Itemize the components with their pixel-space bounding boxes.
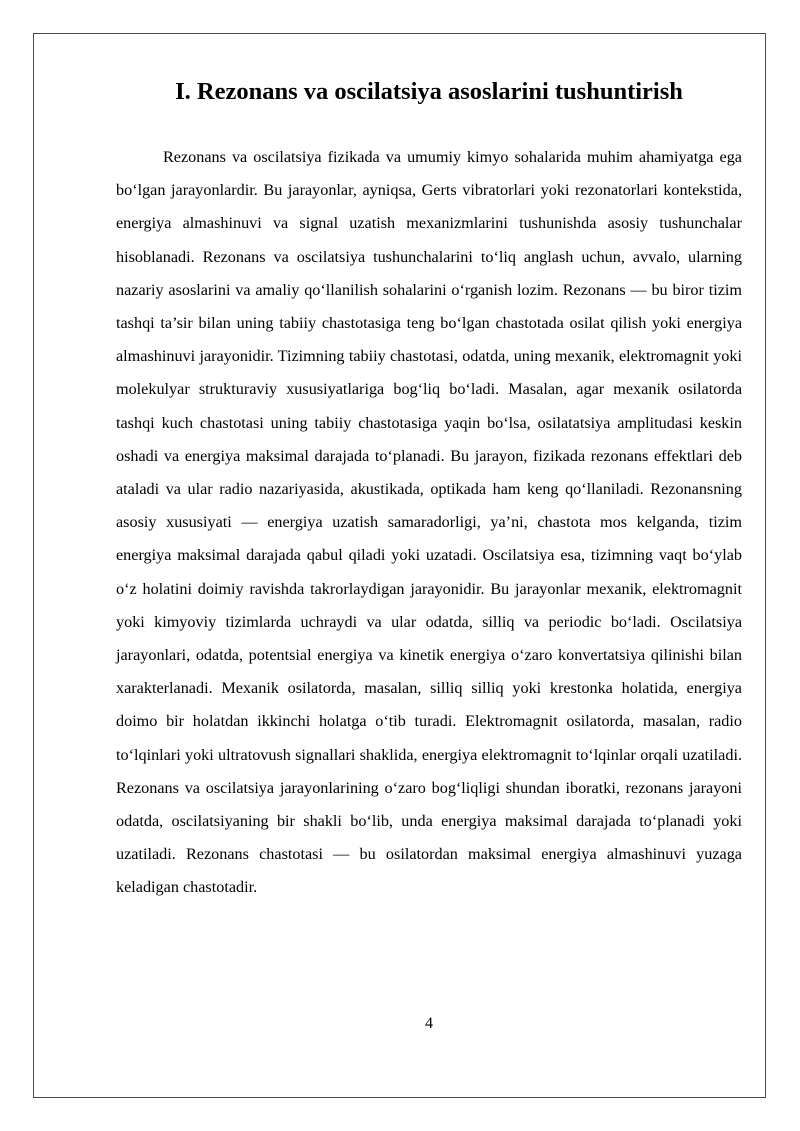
body-paragraph: Rezonans va oscilatsiya fizikada va umumiy kimyo sohalarida muhim ahamiyatga ega bo‘lgan jarayonlardir. Bu jarayonlar, ayniqsa, Gerts vibratorlari yoki rezonatorlari kontekstida, energiya almashinuvi va signal uzatish mexanizmlarini tushunishda asosiy tushunchalar hisoblanadi. Rezonans va oscilatsiya tushunchalarini to‘liq anglash uchun, avvalo, ularning nazariy asoslarini va amaliy qo‘llanilish sohalarini o‘rganish lozim. Rezonans — bu biror tizim tashqi ta’sir bilan uning tabiiy chastotasiga teng bo‘lgan chastotada osilat qilish yoki energiya almashinuvi jarayonidir. Tizimning tabiiy chastotasi, odatda, uning mexanik, elektromagnit yoki molekulyar strukturaviy xususiyatlariga bog‘liq bo‘ladi. Masalan, agar mexanik osilatorda tashqi kuch chastotasi uning tabiiy chastotasiga yaqin bo‘lsa, osilatatsiya amplitudasi keskin oshadi va energiya maksimal darajada to‘planadi. Bu jarayon, fizikada rezonans effektlari deb ataladi va ular radio nazariyasida, akustikada, optikada ham keng qo‘llaniladi. Rezonansning asosiy xususiyati — energiya uzatish samaradorligi, ya’ni, chastota mos kelganda, tizim energiya maksimal darajada qabul qiladi yoki uzatadi. Oscilatsiya esa, tizimning vaqt bo‘ylab o‘z holatini doimiy ravishda takrorlaydigan jarayonidir. Bu jarayonlar mexanik, elektromagnit yoki kimyoviy tizimlarda uchraydi va ular odatda, silliq va periodic bo‘ladi. Oscilatsiya jarayonlari, odatda, potentsial energiya va kinetik energiya o‘zaro konvertatsiya qilinishi bilan xarakterlanadi. Mexanik osilatorda, masalan, silliq silliq yoki krestonka holatida, energiya doimo bir holatdan ikkinchi holatga o‘tib turadi. Elektromagnit osilatorda, masalan, radio to‘lqinlari yoki ultratovush signallari shaklida, energiya elektromagnit to‘lqinlar orqali uzatiladi. Rezonans va oscilatsiya jarayonlarining o‘zaro bog‘liqligi shundan iboratki, rezonans jarayoni odatda, oscilatsiyaning bir shakli bo‘lib, unda energiya maksimal darajada to‘planadi yoki uzatiladi. Rezonans chastotasi — bu osilatordan maksimal energiya almashinuvi yuzaga keladigan chastotadir. xyxy=(116,148,742,897)
page-number: 4 xyxy=(425,1015,433,1032)
section-title: I. Rezonans va oscilatsiya asoslarini tushuntirish xyxy=(175,78,683,105)
